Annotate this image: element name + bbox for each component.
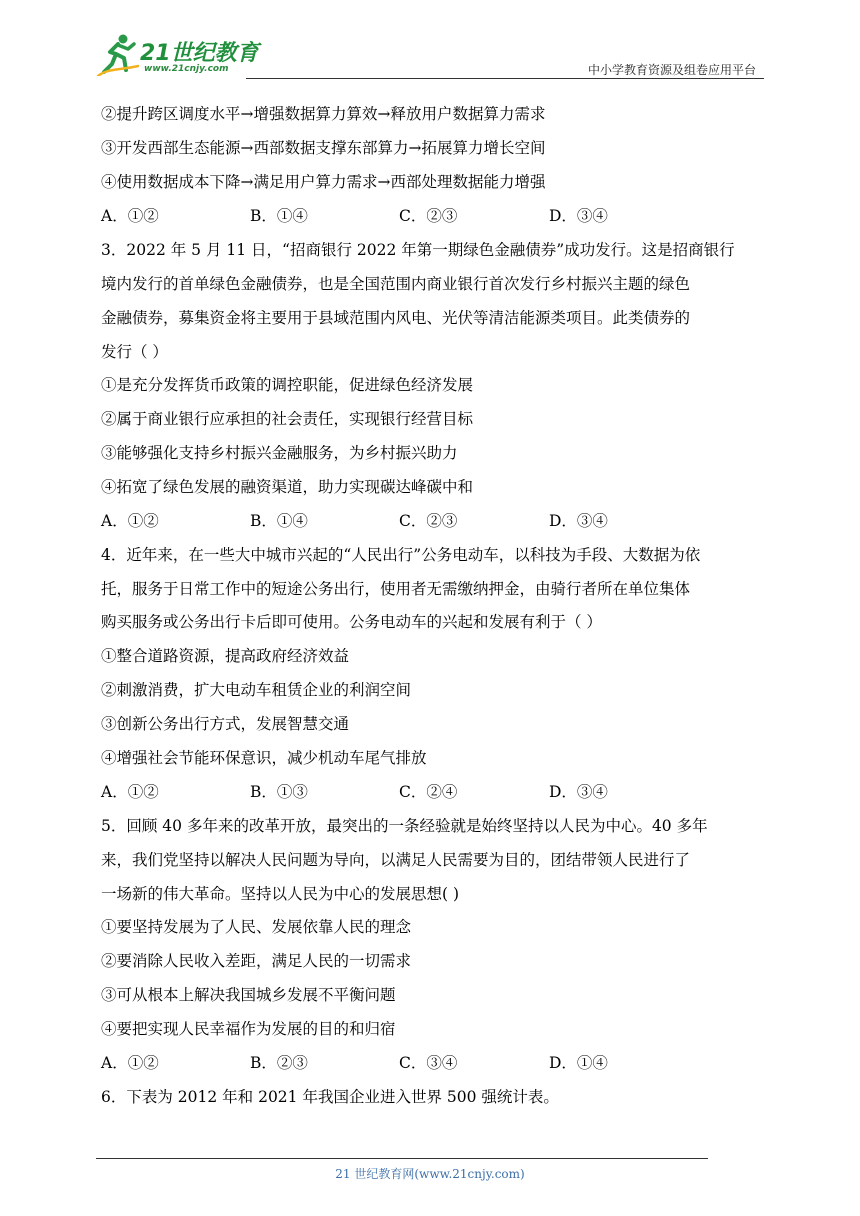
answer-choice-b[interactable]: B．①④	[250, 207, 308, 225]
question-stem: 6．下表为 2012 年和 2021 年我国企业进入世界 500 强统计表。	[101, 1088, 559, 1106]
answer-choice-a[interactable]: A．①②	[101, 1054, 159, 1072]
option-line: ③开发西部生态能源→西部数据支撑东部算力→拓展算力增长空间	[101, 139, 546, 157]
question-stem: 发行（ ）	[101, 343, 168, 361]
answer-choice-d[interactable]: D．③④	[549, 207, 608, 225]
option-line: ④要把实现人民幸福作为发展的目的和归宿	[101, 1020, 396, 1038]
option-line: ①是充分发挥货币政策的调控职能，促进绿色经济发展	[101, 376, 474, 394]
option-line: ②属于商业银行应承担的社会责任，实现银行经营目标	[101, 410, 474, 428]
answer-choice-d[interactable]: D．①④	[549, 1054, 608, 1072]
option-line: ④拓宽了绿色发展的融资渠道，助力实现碳达峰碳中和	[101, 478, 474, 496]
answer-choice-a[interactable]: A．①②	[101, 512, 159, 530]
answer-choice-c[interactable]: C．③④	[399, 1054, 458, 1072]
question-stem: 3．2022 年 5 月 11 日，“招商银行 2022 年第一期绿色金融债券”成功发行。这是招商银行	[101, 241, 735, 259]
option-line: ④使用数据成本下降→满足用户算力需求→西部处理数据能力增强	[101, 173, 546, 191]
answer-choice-c[interactable]: C．②③	[399, 512, 458, 530]
answer-choice-b[interactable]: B．①④	[250, 512, 308, 530]
footer-divider	[96, 1158, 708, 1159]
header-divider	[246, 78, 764, 79]
page-header	[96, 30, 764, 82]
answer-choice-b[interactable]: B．①③	[250, 783, 308, 801]
header-tagline: 中小学教育资源及组卷应用平台	[587, 63, 756, 77]
option-line: ②刺激消费，扩大电动车租赁企业的利润空间	[101, 681, 412, 699]
option-line: ②要消除人民收入差距，满足人民的一切需求	[101, 952, 412, 970]
site-logo[interactable]	[96, 30, 266, 78]
option-line: ②提升跨区调度水平→增强数据算力算效→释放用户数据算力需求	[101, 105, 546, 123]
answer-choice-b[interactable]: B．②③	[250, 1054, 308, 1072]
question-stem: 一场新的伟大革命。坚持以人民为中心的发展思想( )	[101, 885, 460, 903]
question-stem: 5．回顾 40 多年来的改革开放，最突出的一条经验就是始终坚持以人民为中心。40 多年	[101, 817, 708, 835]
option-line: ①整合道路资源，提高政府经济效益	[101, 647, 350, 665]
answer-choice-d[interactable]: D．③④	[549, 783, 608, 801]
option-line: ③可从根本上解决我国城乡发展不平衡问题	[101, 986, 396, 1004]
answer-choice-c[interactable]: C．②③	[399, 207, 458, 225]
question-stem: 托，服务于日常工作中的短途公务出行，使用者无需缴纳押金，由骑行者所在单位集体	[101, 580, 691, 598]
answer-choice-d[interactable]: D．③④	[549, 512, 608, 530]
option-line: ③能够强化支持乡村振兴金融服务，为乡村振兴助力	[101, 444, 458, 462]
question-stem: 购买服务或公务出行卡后即可使用。公务电动车的兴起和发展有利于（ ）	[101, 613, 602, 631]
question-stem: 境内发行的首单绿色金融债券，也是全国范围内商业银行首次发行乡村振兴主题的绿色	[101, 275, 691, 293]
question-stem: 来，我们党坚持以解决人民问题为导向，以满足人民需要为目的，团结带领人民进行了	[101, 851, 691, 869]
logo-wordmark: 21世纪教育	[140, 41, 259, 66]
option-line: ④增强社会节能环保意识，减少机动车尾气排放	[101, 749, 427, 767]
answer-choice-a[interactable]: A．①②	[101, 783, 159, 801]
option-line: ①要坚持发展为了人民、发展依靠人民的理念	[101, 918, 412, 936]
runner-logo-icon	[96, 32, 140, 76]
question-stem: 金融债券，募集资金将主要用于县域范围内风电、光伏等清洁能源类项目。此类债券的	[101, 309, 691, 327]
answer-choice-c[interactable]: C．②④	[399, 783, 458, 801]
option-line: ③创新公务出行方式，发展智慧交通	[101, 715, 350, 733]
logo-url: www.21cnjy.com	[144, 64, 229, 74]
footer-link[interactable]: 21 世纪教育网(www.21cnjy.com)	[335, 1167, 525, 1181]
question-stem: 4．近年来，在一些大中城市兴起的“人民出行”公务电动车，以科技为手段、大数据为依	[101, 546, 701, 564]
answer-choice-a[interactable]: A．①②	[101, 207, 159, 225]
